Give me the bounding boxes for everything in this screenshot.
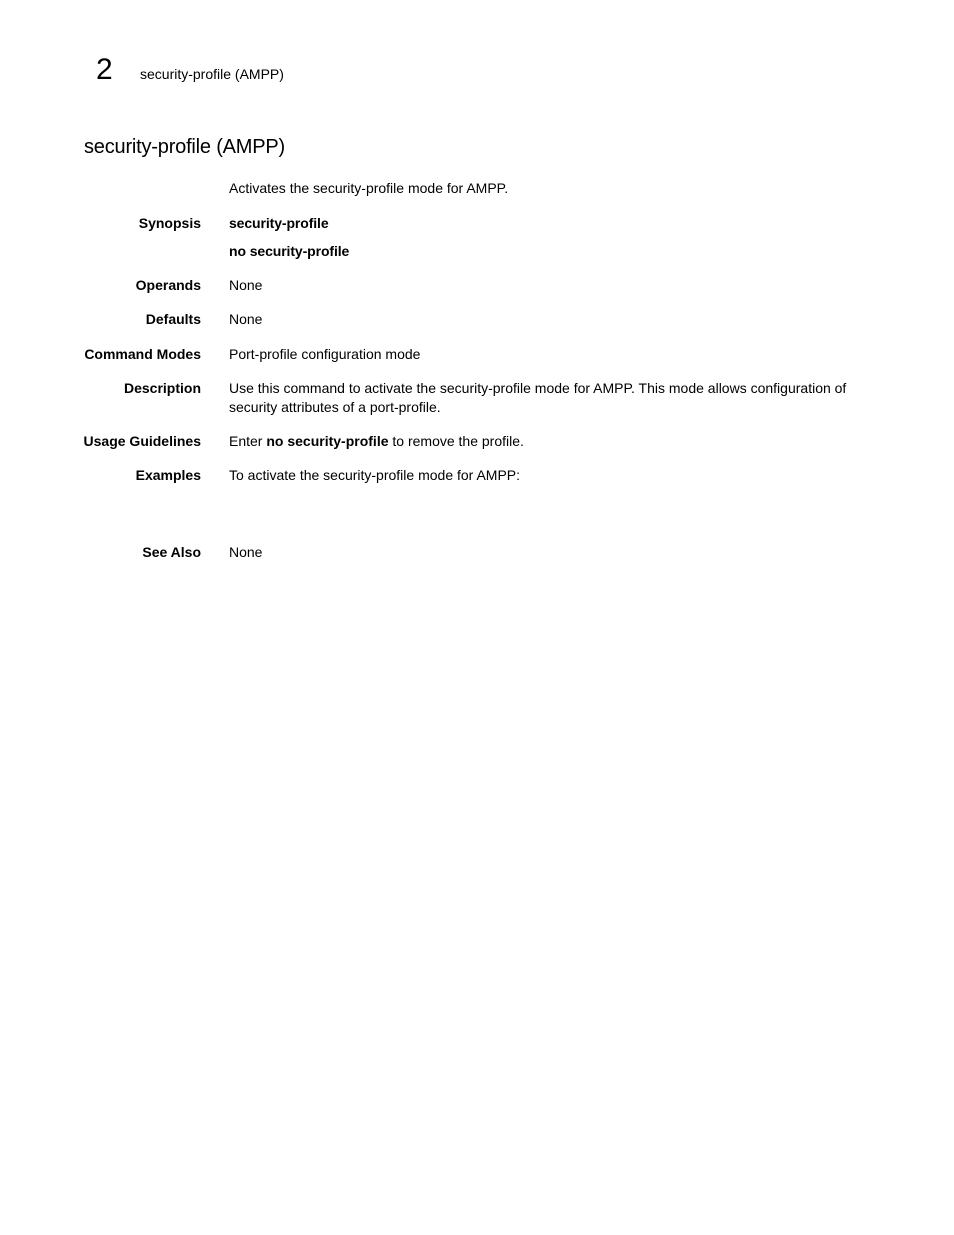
usage-guidelines-value [229,432,869,451]
description-value: Use this command to activate the security-profile mode for AMPP. This mode allows configuration of security attributes of a port-profile. [229,380,847,415]
synopsis-no-command: no security-profile [229,243,350,259]
description-label: Description [123,380,201,396]
synopsis-label: Synopsis [138,215,201,231]
operands-value: None [229,277,263,293]
synopsis-command: security-profile [229,215,329,231]
see-also-label: See Also [142,544,201,560]
command-modes-label: Command Modes [84,346,201,362]
defaults-label: Defaults [145,311,201,327]
examples-value: To activate the security-profile mode for AMPP: [229,467,521,483]
chapter-number: 2 [96,53,113,86]
see-also-value: None [229,544,263,560]
usage-guidelines-prefix: Enter [229,433,267,449]
usage-guidelines-label: Usage Guidelines [83,433,201,449]
section-title: security-profile (AMPP) [84,136,285,158]
running-header-title: security-profile (AMPP) [140,66,284,82]
examples-label: Examples [135,467,201,483]
defaults-value: None [229,311,263,327]
section-intro: Activates the security-profile mode for AMPP. [229,180,509,196]
command-modes-value: Port-profile configuration mode [229,346,421,362]
operands-label: Operands [135,277,201,293]
usage-guidelines-command: no security-profile [266,433,389,449]
usage-guidelines-suffix: to remove the profile. [388,433,524,449]
